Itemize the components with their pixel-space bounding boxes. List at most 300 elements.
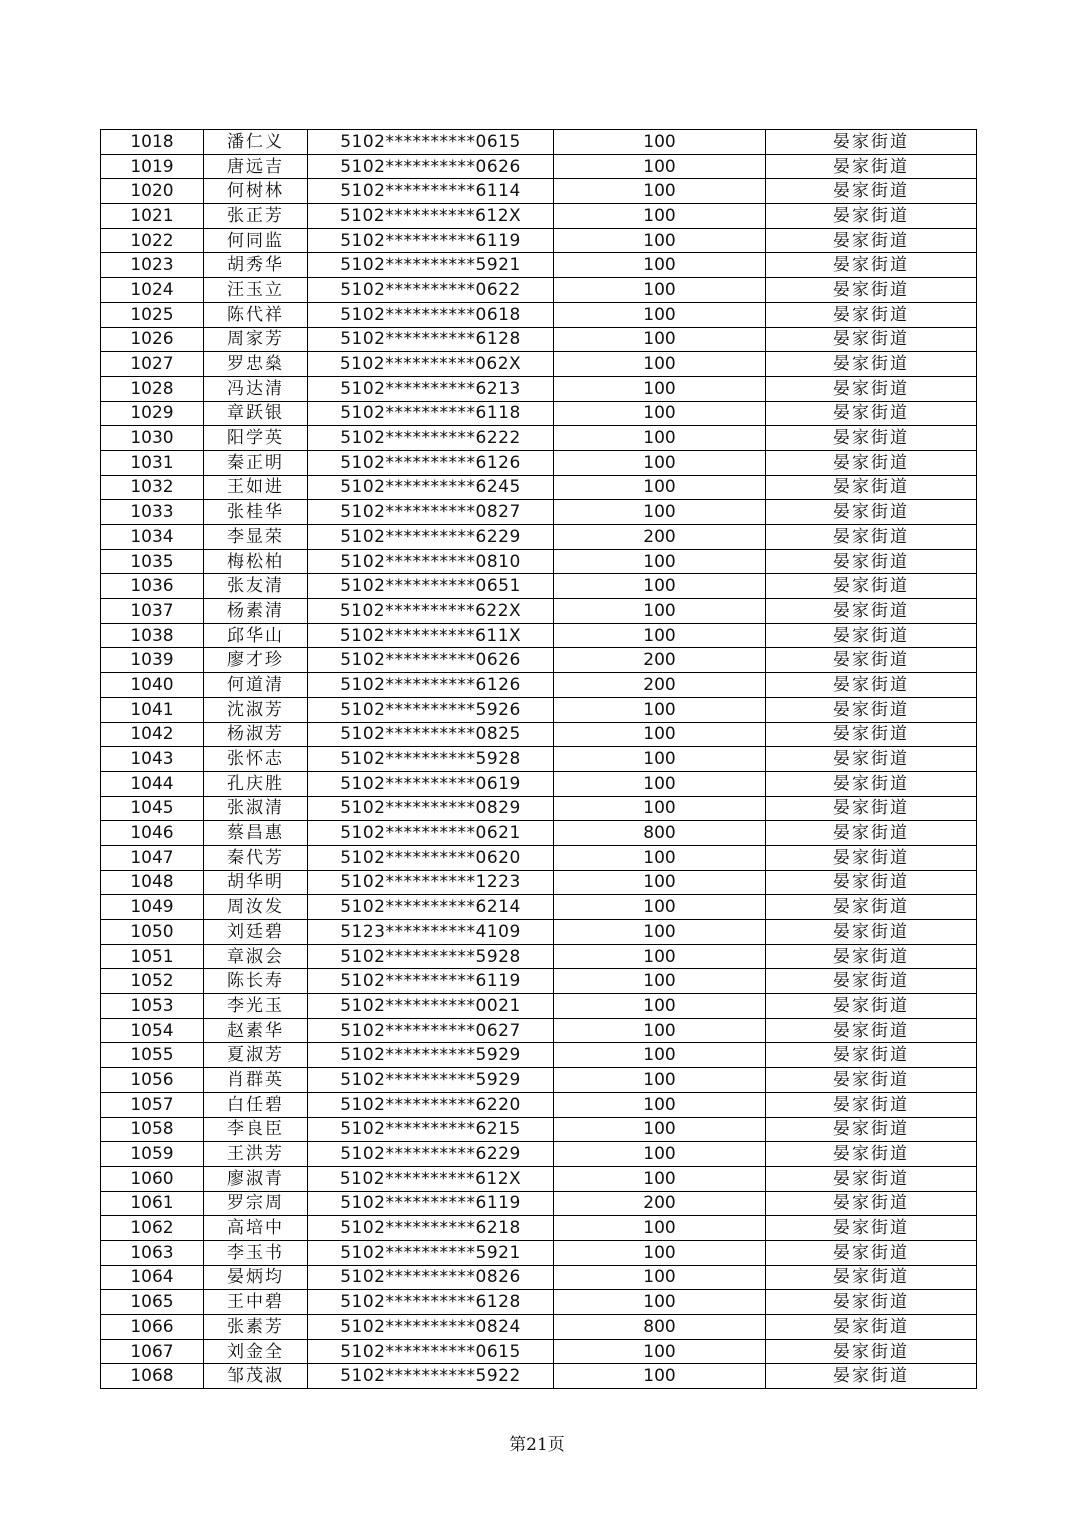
- cell-person-name: 周汝发: [204, 895, 308, 920]
- cell-street: 晏家街道: [766, 599, 977, 624]
- cell-sequence-number: 1042: [101, 722, 204, 747]
- cell-sequence-number: 1038: [101, 623, 204, 648]
- cell-amount: 100: [554, 895, 766, 920]
- cell-sequence-number: 1047: [101, 845, 204, 870]
- cell-person-name: 张正芳: [204, 204, 308, 229]
- cell-person-name: 晏炳均: [204, 1265, 308, 1290]
- table-row: [101, 895, 977, 920]
- cell-person-name: 罗忠燊: [204, 352, 308, 377]
- cell-street: 晏家街道: [766, 920, 977, 945]
- cell-amount: 100: [554, 204, 766, 229]
- cell-sequence-number: 1029: [101, 401, 204, 426]
- cell-person-name: 张怀志: [204, 747, 308, 772]
- cell-street: 晏家街道: [766, 525, 977, 550]
- table-row: [101, 796, 977, 821]
- cell-amount: 100: [554, 574, 766, 599]
- cell-street: 晏家街道: [766, 796, 977, 821]
- cell-amount: 100: [554, 450, 766, 475]
- cell-person-name: 何树林: [204, 179, 308, 204]
- cell-id-number: 5102**********6119: [308, 1191, 554, 1216]
- cell-amount: 800: [554, 1315, 766, 1340]
- cell-person-name: 李玉书: [204, 1240, 308, 1265]
- cell-sequence-number: 1046: [101, 821, 204, 846]
- cell-id-number: 5102**********611X: [308, 623, 554, 648]
- table-row: [101, 1265, 977, 1290]
- cell-sequence-number: 1030: [101, 426, 204, 451]
- cell-amount: 800: [554, 821, 766, 846]
- table-row: [101, 1092, 977, 1117]
- cell-id-number: 5102**********0827: [308, 500, 554, 525]
- table-row: [101, 920, 977, 945]
- cell-amount: 100: [554, 1265, 766, 1290]
- table-row: [101, 623, 977, 648]
- cell-amount: 100: [554, 1092, 766, 1117]
- cell-id-number: 5102**********6215: [308, 1117, 554, 1142]
- cell-id-number: 5102**********6119: [308, 969, 554, 994]
- cell-id-number: 5102**********6119: [308, 228, 554, 253]
- cell-person-name: 邹茂淑: [204, 1364, 308, 1389]
- cell-amount: 100: [554, 1068, 766, 1093]
- cell-id-number: 5102**********6222: [308, 426, 554, 451]
- cell-amount: 100: [554, 969, 766, 994]
- cell-id-number: 5102**********6114: [308, 179, 554, 204]
- cell-amount: 100: [554, 1339, 766, 1364]
- table-row: [101, 1191, 977, 1216]
- cell-sequence-number: 1040: [101, 673, 204, 698]
- cell-id-number: 5102**********5929: [308, 1043, 554, 1068]
- cell-id-number: 5102**********0615: [308, 1339, 554, 1364]
- table-row: [101, 450, 977, 475]
- cell-sequence-number: 1037: [101, 599, 204, 624]
- cell-id-number: 5102**********062X: [308, 352, 554, 377]
- cell-person-name: 王如进: [204, 475, 308, 500]
- cell-street: 晏家街道: [766, 278, 977, 303]
- cell-person-name: 王中碧: [204, 1290, 308, 1315]
- cell-id-number: 5102**********6213: [308, 376, 554, 401]
- cell-amount: 100: [554, 228, 766, 253]
- cell-person-name: 肖群英: [204, 1068, 308, 1093]
- table-row: [101, 1290, 977, 1315]
- cell-sequence-number: 1066: [101, 1315, 204, 1340]
- cell-street: 晏家街道: [766, 1265, 977, 1290]
- cell-street: 晏家街道: [766, 1315, 977, 1340]
- cell-sequence-number: 1034: [101, 525, 204, 550]
- roster-table: [100, 129, 977, 1389]
- cell-amount: 100: [554, 722, 766, 747]
- cell-street: 晏家街道: [766, 1191, 977, 1216]
- cell-person-name: 李显荣: [204, 525, 308, 550]
- cell-street: 晏家街道: [766, 130, 977, 155]
- cell-amount: 100: [554, 130, 766, 155]
- cell-street: 晏家街道: [766, 722, 977, 747]
- cell-street: 晏家街道: [766, 944, 977, 969]
- cell-person-name: 秦正明: [204, 450, 308, 475]
- cell-person-name: 陈代祥: [204, 302, 308, 327]
- table-row: [101, 673, 977, 698]
- cell-amount: 100: [554, 1166, 766, 1191]
- cell-amount: 100: [554, 1364, 766, 1389]
- cell-amount: 100: [554, 771, 766, 796]
- table-row: [101, 549, 977, 574]
- cell-street: 晏家街道: [766, 1339, 977, 1364]
- cell-person-name: 赵素华: [204, 1018, 308, 1043]
- cell-person-name: 李良臣: [204, 1117, 308, 1142]
- cell-sequence-number: 1041: [101, 697, 204, 722]
- cell-sequence-number: 1039: [101, 648, 204, 673]
- table-row: [101, 475, 977, 500]
- cell-street: 晏家街道: [766, 994, 977, 1019]
- cell-person-name: 章淑会: [204, 944, 308, 969]
- cell-id-number: 5102**********0021: [308, 994, 554, 1019]
- cell-id-number: 5102**********6126: [308, 450, 554, 475]
- cell-street: 晏家街道: [766, 747, 977, 772]
- table-row: [101, 204, 977, 229]
- cell-id-number: 5102**********5928: [308, 747, 554, 772]
- cell-person-name: 章跃银: [204, 401, 308, 426]
- table-row: [101, 1240, 977, 1265]
- cell-id-number: 5102**********5929: [308, 1068, 554, 1093]
- table-row: [101, 130, 977, 155]
- cell-street: 晏家街道: [766, 253, 977, 278]
- cell-amount: 100: [554, 796, 766, 821]
- cell-person-name: 胡秀华: [204, 253, 308, 278]
- cell-person-name: 白任碧: [204, 1092, 308, 1117]
- table-row: [101, 870, 977, 895]
- cell-person-name: 梅松柏: [204, 549, 308, 574]
- table-row: [101, 1315, 977, 1340]
- cell-person-name: 杨淑芳: [204, 722, 308, 747]
- cell-street: 晏家街道: [766, 1216, 977, 1241]
- cell-street: 晏家街道: [766, 1290, 977, 1315]
- cell-sequence-number: 1050: [101, 920, 204, 945]
- cell-id-number: 5102**********6218: [308, 1216, 554, 1241]
- cell-street: 晏家街道: [766, 870, 977, 895]
- table-row: [101, 327, 977, 352]
- cell-sequence-number: 1036: [101, 574, 204, 599]
- cell-person-name: 张淑清: [204, 796, 308, 821]
- cell-id-number: 5102**********6118: [308, 401, 554, 426]
- cell-person-name: 冯达清: [204, 376, 308, 401]
- cell-id-number: 5102**********6229: [308, 1142, 554, 1167]
- cell-street: 晏家街道: [766, 1092, 977, 1117]
- cell-person-name: 张素芳: [204, 1315, 308, 1340]
- table-row: [101, 771, 977, 796]
- cell-sequence-number: 1059: [101, 1142, 204, 1167]
- cell-street: 晏家街道: [766, 401, 977, 426]
- cell-sequence-number: 1021: [101, 204, 204, 229]
- cell-amount: 100: [554, 302, 766, 327]
- cell-amount: 100: [554, 426, 766, 451]
- cell-person-name: 蔡昌惠: [204, 821, 308, 846]
- cell-person-name: 秦代芳: [204, 845, 308, 870]
- cell-id-number: 5102**********0627: [308, 1018, 554, 1043]
- cell-sequence-number: 1052: [101, 969, 204, 994]
- cell-person-name: 罗宗周: [204, 1191, 308, 1216]
- cell-amount: 100: [554, 870, 766, 895]
- cell-sequence-number: 1060: [101, 1166, 204, 1191]
- table-row: [101, 1018, 977, 1043]
- cell-sequence-number: 1023: [101, 253, 204, 278]
- cell-street: 晏家街道: [766, 549, 977, 574]
- cell-person-name: 阳学英: [204, 426, 308, 451]
- cell-sequence-number: 1044: [101, 771, 204, 796]
- cell-id-number: 5102**********6128: [308, 327, 554, 352]
- cell-sequence-number: 1058: [101, 1117, 204, 1142]
- cell-id-number: 5102**********5921: [308, 1240, 554, 1265]
- cell-sequence-number: 1043: [101, 747, 204, 772]
- cell-person-name: 汪玉立: [204, 278, 308, 303]
- cell-street: 晏家街道: [766, 697, 977, 722]
- cell-id-number: 5102**********0615: [308, 130, 554, 155]
- table-row: [101, 228, 977, 253]
- table-row: [101, 648, 977, 673]
- cell-id-number: 5102**********5921: [308, 253, 554, 278]
- table-row: [101, 179, 977, 204]
- table-row: [101, 376, 977, 401]
- cell-id-number: 5102**********0619: [308, 771, 554, 796]
- cell-sequence-number: 1019: [101, 154, 204, 179]
- table-row: [101, 747, 977, 772]
- cell-street: 晏家街道: [766, 1240, 977, 1265]
- cell-sequence-number: 1048: [101, 870, 204, 895]
- cell-sequence-number: 1056: [101, 1068, 204, 1093]
- cell-id-number: 5102**********0826: [308, 1265, 554, 1290]
- cell-amount: 200: [554, 1191, 766, 1216]
- cell-amount: 100: [554, 1117, 766, 1142]
- cell-street: 晏家街道: [766, 969, 977, 994]
- cell-amount: 100: [554, 500, 766, 525]
- cell-street: 晏家街道: [766, 845, 977, 870]
- cell-sequence-number: 1054: [101, 1018, 204, 1043]
- cell-street: 晏家街道: [766, 426, 977, 451]
- cell-street: 晏家街道: [766, 475, 977, 500]
- cell-person-name: 杨素清: [204, 599, 308, 624]
- cell-id-number: 5102**********0810: [308, 549, 554, 574]
- cell-amount: 100: [554, 549, 766, 574]
- cell-street: 晏家街道: [766, 204, 977, 229]
- cell-sequence-number: 1051: [101, 944, 204, 969]
- cell-id-number: 5102**********0651: [308, 574, 554, 599]
- cell-person-name: 高培中: [204, 1216, 308, 1241]
- cell-amount: 200: [554, 648, 766, 673]
- table-row: [101, 845, 977, 870]
- cell-person-name: 唐远吉: [204, 154, 308, 179]
- cell-street: 晏家街道: [766, 574, 977, 599]
- cell-amount: 100: [554, 401, 766, 426]
- table-row: [101, 722, 977, 747]
- table-row: [101, 944, 977, 969]
- cell-id-number: 5102**********0825: [308, 722, 554, 747]
- cell-amount: 100: [554, 376, 766, 401]
- cell-person-name: 张桂华: [204, 500, 308, 525]
- cell-id-number: 5102**********1223: [308, 870, 554, 895]
- cell-person-name: 廖淑青: [204, 1166, 308, 1191]
- cell-sequence-number: 1020: [101, 179, 204, 204]
- table-row: [101, 969, 977, 994]
- cell-amount: 100: [554, 944, 766, 969]
- cell-amount: 100: [554, 599, 766, 624]
- cell-person-name: 廖才珍: [204, 648, 308, 673]
- cell-id-number: 5102**********612X: [308, 1166, 554, 1191]
- cell-id-number: 5102**********6229: [308, 525, 554, 550]
- cell-street: 晏家街道: [766, 1142, 977, 1167]
- cell-amount: 100: [554, 1142, 766, 1167]
- table-row: [101, 1216, 977, 1241]
- cell-street: 晏家街道: [766, 623, 977, 648]
- cell-sequence-number: 1025: [101, 302, 204, 327]
- cell-street: 晏家街道: [766, 648, 977, 673]
- cell-amount: 100: [554, 154, 766, 179]
- cell-amount: 200: [554, 525, 766, 550]
- cell-person-name: 潘仁义: [204, 130, 308, 155]
- table-row: [101, 1364, 977, 1389]
- cell-street: 晏家街道: [766, 500, 977, 525]
- cell-sequence-number: 1064: [101, 1265, 204, 1290]
- table-row: [101, 821, 977, 846]
- cell-amount: 100: [554, 352, 766, 377]
- cell-id-number: 5102**********5926: [308, 697, 554, 722]
- cell-sequence-number: 1032: [101, 475, 204, 500]
- cell-street: 晏家街道: [766, 771, 977, 796]
- table-row: [101, 1043, 977, 1068]
- cell-id-number: 5102**********0622: [308, 278, 554, 303]
- cell-street: 晏家街道: [766, 302, 977, 327]
- roster-table-body: [101, 130, 977, 1389]
- table-row: [101, 302, 977, 327]
- cell-sequence-number: 1026: [101, 327, 204, 352]
- cell-id-number: 5102**********0621: [308, 821, 554, 846]
- cell-id-number: 5102**********0620: [308, 845, 554, 870]
- cell-person-name: 何道清: [204, 673, 308, 698]
- cell-id-number: 5102**********5922: [308, 1364, 554, 1389]
- cell-person-name: 王洪芳: [204, 1142, 308, 1167]
- cell-id-number: 5123**********4109: [308, 920, 554, 945]
- cell-street: 晏家街道: [766, 179, 977, 204]
- cell-id-number: 5102**********0626: [308, 154, 554, 179]
- cell-id-number: 5102**********612X: [308, 204, 554, 229]
- cell-amount: 100: [554, 1018, 766, 1043]
- cell-street: 晏家街道: [766, 1068, 977, 1093]
- cell-sequence-number: 1027: [101, 352, 204, 377]
- cell-person-name: 刘廷碧: [204, 920, 308, 945]
- table-row: [101, 352, 977, 377]
- cell-street: 晏家街道: [766, 895, 977, 920]
- cell-sequence-number: 1061: [101, 1191, 204, 1216]
- page-number: 第21页: [509, 1435, 565, 1455]
- cell-sequence-number: 1067: [101, 1339, 204, 1364]
- cell-person-name: 孔庆胜: [204, 771, 308, 796]
- cell-amount: 100: [554, 845, 766, 870]
- cell-sequence-number: 1065: [101, 1290, 204, 1315]
- cell-street: 晏家街道: [766, 352, 977, 377]
- table-row: [101, 1068, 977, 1093]
- table-row: [101, 426, 977, 451]
- cell-person-name: 夏淑芳: [204, 1043, 308, 1068]
- cell-sequence-number: 1022: [101, 228, 204, 253]
- cell-street: 晏家街道: [766, 1166, 977, 1191]
- table-row: [101, 574, 977, 599]
- cell-street: 晏家街道: [766, 1043, 977, 1068]
- cell-id-number: 5102**********6220: [308, 1092, 554, 1117]
- cell-sequence-number: 1031: [101, 450, 204, 475]
- cell-sequence-number: 1068: [101, 1364, 204, 1389]
- cell-id-number: 5102**********6245: [308, 475, 554, 500]
- table-row: [101, 1166, 977, 1191]
- cell-person-name: 周家芳: [204, 327, 308, 352]
- table-row: [101, 697, 977, 722]
- cell-person-name: 邱华山: [204, 623, 308, 648]
- cell-person-name: 何同监: [204, 228, 308, 253]
- cell-id-number: 5102**********6214: [308, 895, 554, 920]
- cell-amount: 100: [554, 253, 766, 278]
- cell-person-name: 李光玉: [204, 994, 308, 1019]
- cell-id-number: 5102**********622X: [308, 599, 554, 624]
- cell-street: 晏家街道: [766, 673, 977, 698]
- cell-amount: 100: [554, 327, 766, 352]
- cell-id-number: 5102**********0824: [308, 1315, 554, 1340]
- cell-sequence-number: 1063: [101, 1240, 204, 1265]
- table-row: [101, 525, 977, 550]
- cell-amount: 100: [554, 278, 766, 303]
- cell-amount: 100: [554, 747, 766, 772]
- table-row: [101, 1142, 977, 1167]
- cell-sequence-number: 1055: [101, 1043, 204, 1068]
- cell-id-number: 5102**********6128: [308, 1290, 554, 1315]
- cell-sequence-number: 1033: [101, 500, 204, 525]
- cell-amount: 100: [554, 1216, 766, 1241]
- cell-sequence-number: 1028: [101, 376, 204, 401]
- cell-street: 晏家街道: [766, 821, 977, 846]
- cell-person-name: 刘金全: [204, 1339, 308, 1364]
- cell-person-name: 沈淑芳: [204, 697, 308, 722]
- cell-amount: 100: [554, 1240, 766, 1265]
- cell-street: 晏家街道: [766, 327, 977, 352]
- cell-amount: 100: [554, 1290, 766, 1315]
- cell-street: 晏家街道: [766, 450, 977, 475]
- cell-street: 晏家街道: [766, 228, 977, 253]
- cell-sequence-number: 1053: [101, 994, 204, 1019]
- cell-amount: 100: [554, 179, 766, 204]
- cell-id-number: 5102**********6126: [308, 673, 554, 698]
- cell-sequence-number: 1024: [101, 278, 204, 303]
- table-row: [101, 154, 977, 179]
- cell-id-number: 5102**********5928: [308, 944, 554, 969]
- cell-id-number: 5102**********0829: [308, 796, 554, 821]
- cell-street: 晏家街道: [766, 1018, 977, 1043]
- cell-street: 晏家街道: [766, 1364, 977, 1389]
- cell-person-name: 张友清: [204, 574, 308, 599]
- cell-amount: 100: [554, 697, 766, 722]
- cell-street: 晏家街道: [766, 376, 977, 401]
- cell-id-number: 5102**********0626: [308, 648, 554, 673]
- table-row: [101, 599, 977, 624]
- table-row: [101, 994, 977, 1019]
- cell-amount: 100: [554, 994, 766, 1019]
- cell-id-number: 5102**********0618: [308, 302, 554, 327]
- table-row: [101, 500, 977, 525]
- cell-amount: 100: [554, 475, 766, 500]
- cell-person-name: 胡华明: [204, 870, 308, 895]
- table-row: [101, 401, 977, 426]
- table-row: [101, 278, 977, 303]
- cell-amount: 100: [554, 623, 766, 648]
- cell-amount: 100: [554, 920, 766, 945]
- cell-sequence-number: 1018: [101, 130, 204, 155]
- cell-sequence-number: 1062: [101, 1216, 204, 1241]
- cell-amount: 100: [554, 1043, 766, 1068]
- table-row: [101, 253, 977, 278]
- cell-street: 晏家街道: [766, 154, 977, 179]
